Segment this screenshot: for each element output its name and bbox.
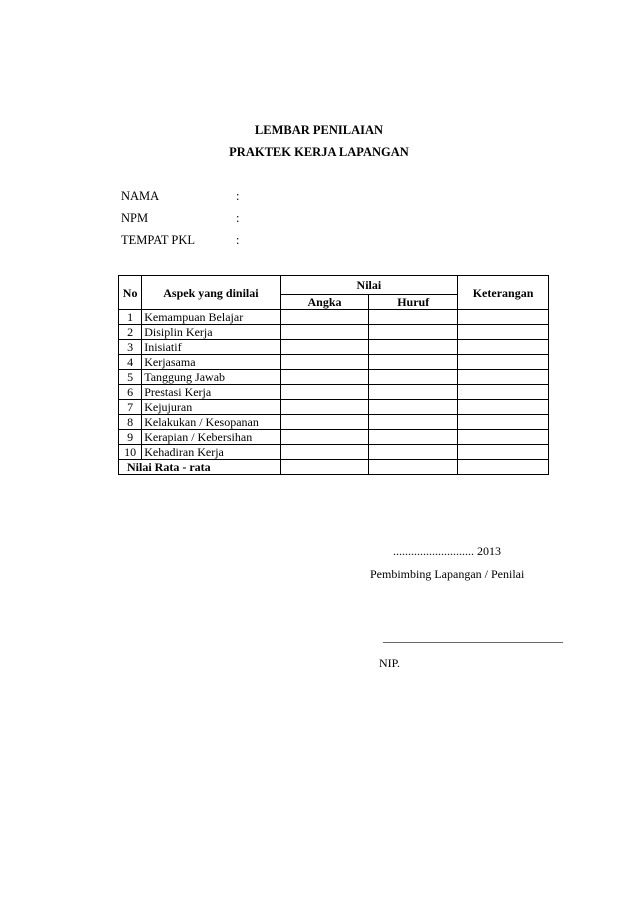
row-no: 7 bbox=[119, 400, 142, 415]
row-keterangan-cell[interactable] bbox=[458, 385, 549, 400]
field-label-tempat-pkl: TEMPAT PKL bbox=[121, 233, 195, 247]
row-keterangan-cell[interactable] bbox=[458, 430, 549, 445]
row-angka-cell[interactable] bbox=[280, 415, 369, 430]
signature-nip: NIP. bbox=[379, 656, 401, 670]
row-keterangan-cell[interactable] bbox=[458, 340, 549, 355]
row-huruf-cell[interactable] bbox=[369, 355, 458, 370]
row-aspek: Kelakukan / Kesopanan bbox=[142, 415, 280, 430]
average-label: Nilai Rata - rata bbox=[119, 460, 281, 475]
table-row bbox=[119, 400, 549, 415]
row-huruf-cell[interactable] bbox=[369, 325, 458, 340]
row-aspek: Kemampuan Belajar bbox=[142, 310, 280, 325]
row-angka-cell[interactable] bbox=[280, 430, 369, 445]
field-colon-nama: : bbox=[236, 189, 240, 203]
row-huruf-cell[interactable] bbox=[369, 400, 458, 415]
row-angka-cell[interactable] bbox=[280, 310, 369, 325]
row-huruf-cell[interactable] bbox=[369, 370, 458, 385]
signature-role: Pembimbing Lapangan / Penilai bbox=[370, 567, 525, 581]
field-colon-npm: : bbox=[236, 211, 240, 225]
table-row bbox=[119, 340, 549, 355]
document-title: LEMBAR PENILAIAN bbox=[254, 123, 384, 137]
row-angka-cell[interactable] bbox=[280, 370, 369, 385]
row-angka-cell[interactable] bbox=[280, 340, 369, 355]
row-huruf-cell[interactable] bbox=[369, 415, 458, 430]
row-no: 8 bbox=[119, 415, 142, 430]
table-row bbox=[119, 310, 549, 325]
row-no: 5 bbox=[119, 370, 142, 385]
row-keterangan-cell[interactable] bbox=[458, 325, 549, 340]
row-no: 6 bbox=[119, 385, 142, 400]
row-aspek: Disiplin Kerja bbox=[142, 325, 280, 340]
header-aspek: Aspek yang dinilai bbox=[142, 276, 280, 310]
row-aspek: Kerjasama bbox=[142, 355, 280, 370]
row-keterangan-cell[interactable] bbox=[458, 370, 549, 385]
header-keterangan: Keterangan bbox=[458, 276, 549, 310]
row-huruf-cell[interactable] bbox=[369, 430, 458, 445]
row-aspek: Kejujuran bbox=[142, 400, 280, 415]
header-angka: Angka bbox=[280, 295, 369, 310]
row-huruf-cell[interactable] bbox=[369, 445, 458, 460]
row-no: 4 bbox=[119, 355, 142, 370]
row-huruf-cell[interactable] bbox=[369, 340, 458, 355]
row-angka-cell[interactable] bbox=[280, 445, 369, 460]
table-row bbox=[119, 355, 549, 370]
row-keterangan-cell[interactable] bbox=[458, 310, 549, 325]
row-keterangan-cell[interactable] bbox=[458, 400, 549, 415]
average-huruf-cell[interactable] bbox=[369, 460, 458, 475]
row-angka-cell[interactable] bbox=[280, 355, 369, 370]
row-no: 2 bbox=[119, 325, 142, 340]
signature-date: ........................... 2013 bbox=[393, 544, 501, 558]
row-angka-cell[interactable] bbox=[280, 325, 369, 340]
row-keterangan-cell[interactable] bbox=[458, 355, 549, 370]
row-aspek: Prestasi Kerja bbox=[142, 385, 280, 400]
row-aspek: Kehadiran Kerja bbox=[142, 445, 280, 460]
row-aspek: Inisiatif bbox=[142, 340, 280, 355]
row-keterangan-cell[interactable] bbox=[458, 415, 549, 430]
table-row bbox=[119, 325, 549, 340]
row-aspek: Kerapian / Kebersihan bbox=[142, 430, 280, 445]
row-angka-cell[interactable] bbox=[280, 385, 369, 400]
field-label-nama: NAMA bbox=[121, 189, 160, 203]
row-angka-cell[interactable] bbox=[280, 400, 369, 415]
table-row bbox=[119, 370, 549, 385]
row-no: 1 bbox=[119, 310, 142, 325]
field-colon-tempat-pkl: : bbox=[236, 233, 240, 247]
row-aspek: Tanggung Jawab bbox=[142, 370, 280, 385]
row-no: 9 bbox=[119, 430, 142, 445]
table-row bbox=[119, 445, 549, 460]
assessment-table bbox=[118, 275, 549, 475]
header-no: No bbox=[119, 276, 142, 310]
field-label-npm: NPM bbox=[121, 211, 149, 225]
row-no: 3 bbox=[119, 340, 142, 355]
row-keterangan-cell[interactable] bbox=[458, 445, 549, 460]
header-nilai: Nilai bbox=[280, 276, 457, 295]
table-row bbox=[119, 385, 549, 400]
row-huruf-cell[interactable] bbox=[369, 310, 458, 325]
average-angka-cell[interactable] bbox=[280, 460, 369, 475]
header-huruf: Huruf bbox=[369, 295, 458, 310]
row-no: 10 bbox=[119, 445, 142, 460]
signature-line: ______________________________ bbox=[383, 630, 563, 644]
table-row bbox=[119, 415, 549, 430]
average-row bbox=[119, 460, 549, 475]
row-huruf-cell[interactable] bbox=[369, 385, 458, 400]
average-keterangan-cell[interactable] bbox=[458, 460, 549, 475]
table-body bbox=[119, 310, 549, 460]
document-subtitle: PRAKTEK KERJA LAPANGAN bbox=[229, 145, 409, 159]
table-row bbox=[119, 430, 549, 445]
